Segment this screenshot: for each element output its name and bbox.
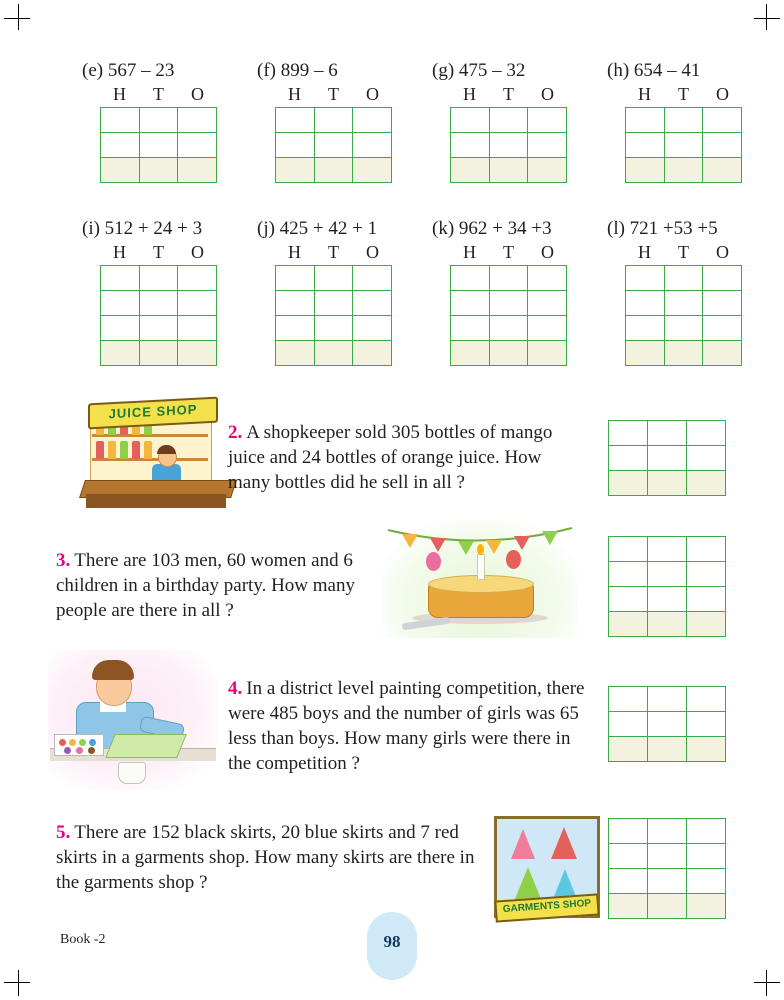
grid-row-answer[interactable] (276, 341, 392, 366)
word-problem-3 (56, 548, 390, 623)
grid-row[interactable] (101, 291, 217, 316)
flag-icon (514, 536, 530, 550)
exercise-h (567, 60, 742, 183)
grid-row[interactable] (609, 446, 726, 471)
paint-dot (76, 747, 83, 754)
birthday-cake-illustration (382, 520, 578, 638)
header-o: O (541, 84, 554, 104)
grid-row[interactable] (276, 108, 392, 133)
answer-grid[interactable] (275, 107, 392, 183)
exercise-j (217, 218, 392, 366)
shop-counter-front (86, 494, 226, 508)
question-text: There are 152 black skirts, 20 blue skirts and 7 red skirts in a garments shop. How many skirts are there in the garments shop ? (56, 822, 475, 893)
exercise-i (42, 218, 217, 366)
grid-row-answer[interactable] (451, 158, 567, 183)
flag-icon (402, 534, 418, 548)
flag-icon (458, 541, 474, 555)
grid-row[interactable] (451, 108, 567, 133)
grid-row[interactable] (609, 562, 726, 587)
grid-row-answer[interactable] (626, 158, 742, 183)
grid-row[interactable] (101, 108, 217, 133)
grid-row[interactable] (626, 133, 742, 158)
header-t: T (153, 242, 164, 262)
exercise-label: (g) 475 – 32 (432, 60, 526, 81)
garments-shop-sign-text: GARMENTS SHOP (502, 897, 592, 916)
grid-row-answer[interactable] (609, 471, 726, 496)
flame-icon (477, 544, 484, 555)
header-o: O (541, 242, 554, 262)
bottle-icon (120, 441, 128, 459)
column-headers (450, 242, 567, 263)
header-o: O (191, 84, 204, 104)
answer-grid[interactable] (100, 265, 217, 366)
exercise-label: (l) 721 +53 +5 (607, 218, 718, 239)
column-headers (100, 242, 217, 263)
grid-row[interactable] (451, 291, 567, 316)
header-h: H (288, 242, 301, 262)
exercise-label: (f) 899 – 6 (257, 60, 338, 81)
header-t: T (503, 242, 514, 262)
header-h: H (113, 84, 126, 104)
answer-grid-q2[interactable] (608, 418, 726, 496)
question-number: 4. (228, 678, 243, 699)
column-headers (625, 84, 742, 105)
header-t: T (328, 242, 339, 262)
answer-grid[interactable] (625, 107, 742, 183)
header-t: T (678, 84, 689, 104)
header-h: H (288, 84, 301, 104)
word-problem-2 (228, 420, 588, 495)
grid-row-answer[interactable] (276, 158, 392, 183)
grid-row[interactable] (451, 266, 567, 291)
grid-row[interactable] (626, 316, 742, 341)
exercise-label: (k) 962 + 34 +3 (432, 218, 552, 239)
paint-dot (79, 739, 86, 746)
grid-row[interactable] (626, 108, 742, 133)
header-h: H (463, 84, 476, 104)
flag-icon (430, 538, 446, 552)
bottle-icon (96, 441, 104, 459)
header-h: H (638, 242, 651, 262)
answer-grid[interactable] (450, 107, 567, 183)
painting-canvas (105, 734, 187, 758)
answer-grid[interactable] (450, 265, 567, 366)
grid-row[interactable] (609, 587, 726, 612)
exercise-label: (i) 512 + 24 + 3 (82, 218, 203, 239)
bottle-icon (108, 441, 116, 459)
answer-grid-q3[interactable] (608, 534, 726, 637)
exercise-label: (j) 425 + 42 + 1 (257, 218, 378, 239)
header-o: O (716, 242, 729, 262)
grid-row[interactable] (626, 266, 742, 291)
crop-mark (754, 18, 780, 19)
grid-row[interactable] (609, 844, 726, 869)
grid-row[interactable] (276, 291, 392, 316)
page-number: 98 (383, 932, 401, 951)
header-t: T (328, 84, 339, 104)
grid-row[interactable] (101, 266, 217, 291)
grid-row[interactable] (451, 133, 567, 158)
paint-dot (69, 739, 76, 746)
exercise-l (567, 218, 742, 366)
grid-row[interactable] (609, 421, 726, 446)
skirt-icon (511, 829, 535, 859)
exercise-row-1 (42, 60, 742, 183)
header-o: O (716, 84, 729, 104)
balloon-icon (426, 552, 441, 571)
crop-mark (4, 982, 30, 983)
exercise-e (42, 60, 217, 183)
column-headers (275, 242, 392, 263)
crop-mark (18, 970, 19, 996)
exercise-k (392, 218, 567, 366)
water-cup-icon (118, 762, 146, 784)
column-headers (275, 84, 392, 105)
grid-row[interactable] (609, 537, 726, 562)
grid-row-answer[interactable] (609, 894, 726, 919)
exercise-label: (e) 567 – 23 (82, 60, 175, 81)
bottle-icon (132, 441, 140, 459)
grid-row[interactable] (276, 133, 392, 158)
grid-row[interactable] (609, 869, 726, 894)
painting-boy-illustration (48, 650, 218, 790)
header-t: T (153, 84, 164, 104)
skirt-icon (551, 827, 577, 859)
question-text: A shopkeeper sold 305 bottles of mango juice and 24 bottles of orange juice. How many bottles did he sell in all ? (228, 422, 553, 493)
grid-row-answer[interactable] (609, 612, 726, 637)
garments-shop-illustration (494, 816, 594, 920)
question-text: In a district level painting competition, there were 485 boys and the number of girls was 65 less than boys. How many girls were there in the competition ? (228, 678, 585, 774)
palette-icon (54, 734, 104, 756)
balloon-icon (506, 550, 521, 569)
juice-shop-illustration (82, 400, 234, 510)
answer-grid[interactable] (100, 107, 217, 183)
paint-dot (64, 747, 71, 754)
flag-icon (542, 531, 558, 545)
column-headers (450, 84, 567, 105)
question-text: There are 103 men, 60 women and 6 children in a birthday party. How many people are there in all ? (56, 550, 355, 621)
word-problem-4 (228, 676, 598, 776)
header-h: H (463, 242, 476, 262)
grid-row-answer[interactable] (101, 158, 217, 183)
crop-mark (766, 4, 767, 30)
column-headers (100, 84, 217, 105)
grid-row-answer[interactable] (101, 341, 217, 366)
header-t: T (503, 84, 514, 104)
garments-shop-sign (494, 893, 599, 922)
boy-hair (92, 660, 134, 680)
grid-row-answer[interactable] (626, 341, 742, 366)
crop-mark (754, 982, 780, 983)
grid-row-answer[interactable] (609, 737, 726, 762)
exercise-f (217, 60, 392, 183)
question-number: 2. (228, 422, 243, 443)
grid-row[interactable] (609, 712, 726, 737)
flag-icon (486, 540, 502, 554)
grid-row[interactable] (101, 316, 217, 341)
skirt-icon (515, 867, 541, 899)
column-headers (625, 242, 742, 263)
paint-dot (88, 747, 95, 754)
exercise-g (392, 60, 567, 183)
crop-mark (18, 4, 19, 30)
grid-row-answer[interactable] (451, 341, 567, 366)
question-number: 5. (56, 822, 71, 843)
header-o: O (366, 84, 379, 104)
question-number: 3. (56, 550, 71, 571)
juice-shop-sign-text: JUICE SHOP (108, 401, 198, 422)
crop-mark (766, 970, 767, 996)
header-h: H (638, 84, 651, 104)
answer-grid-q5[interactable] (608, 816, 726, 919)
answer-grid-q4[interactable] (608, 684, 726, 762)
exercise-row-2 (42, 218, 742, 366)
grid-row[interactable] (101, 133, 217, 158)
header-o: O (366, 242, 379, 262)
shop-window (494, 816, 600, 918)
answer-grid[interactable] (625, 265, 742, 366)
crop-mark (4, 18, 30, 19)
header-o: O (191, 242, 204, 262)
grid-row[interactable] (609, 687, 726, 712)
paint-dot (89, 739, 96, 746)
grid-row[interactable] (626, 291, 742, 316)
header-h: H (113, 242, 126, 262)
exercise-label: (h) 654 – 41 (607, 60, 701, 81)
candle-icon (477, 554, 485, 580)
book-label: Book -2 (60, 932, 106, 947)
word-problem-5 (56, 820, 486, 895)
grid-row[interactable] (276, 266, 392, 291)
grid-row[interactable] (451, 316, 567, 341)
paint-dot (59, 739, 66, 746)
grid-row[interactable] (609, 819, 726, 844)
header-t: T (678, 242, 689, 262)
bottle-icon (144, 441, 152, 459)
answer-grid[interactable] (275, 265, 392, 366)
grid-row[interactable] (276, 316, 392, 341)
